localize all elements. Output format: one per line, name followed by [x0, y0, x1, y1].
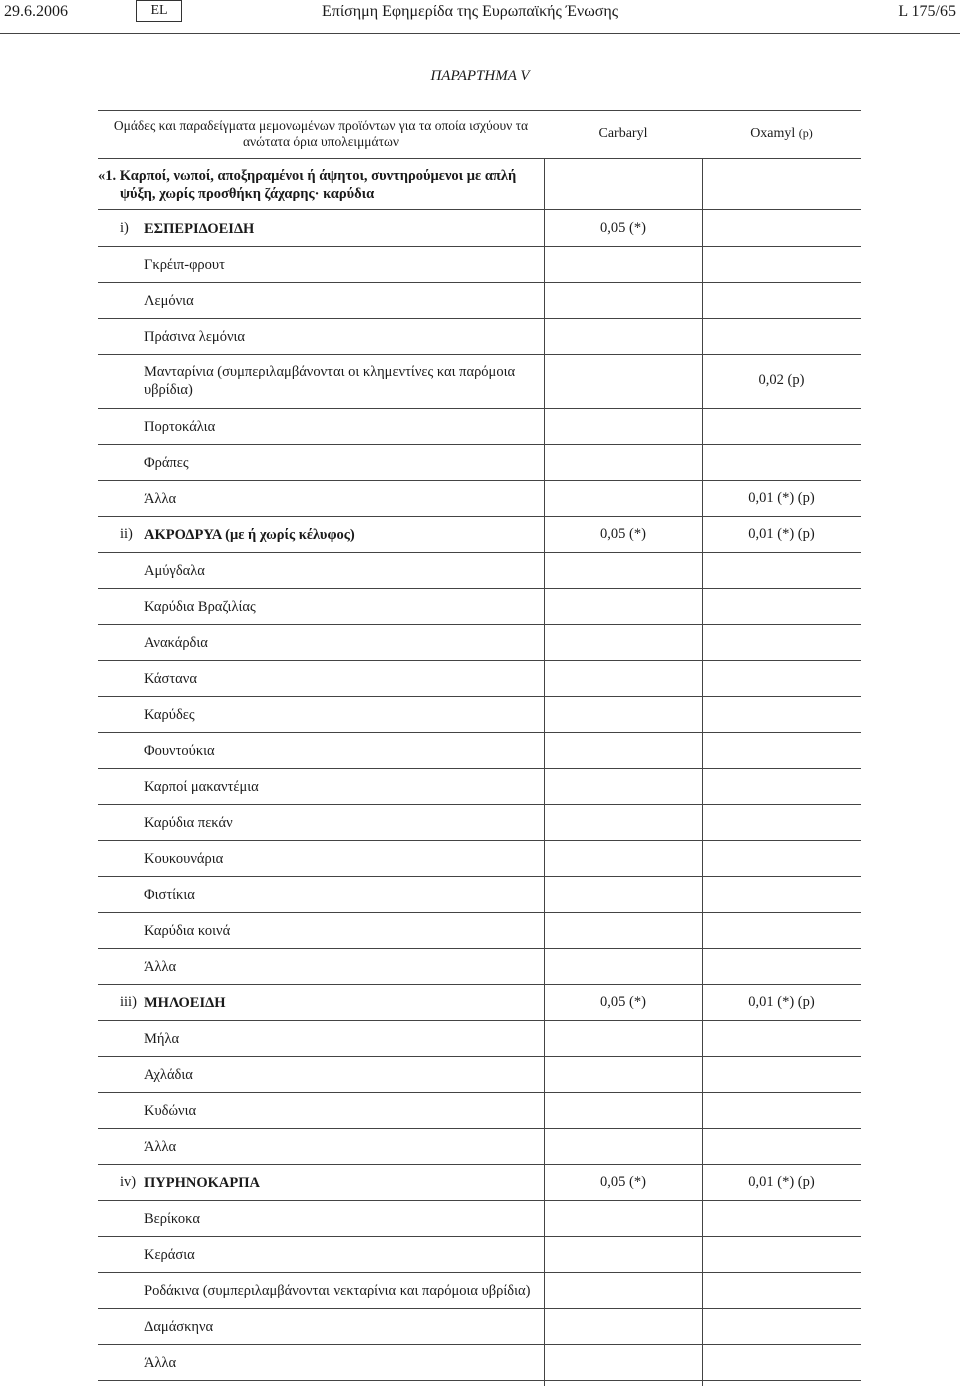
row-product-label [144, 922, 539, 940]
table-row [98, 876, 861, 912]
journal-title: Επίσημη Εφημερίδα της Ευρωπαϊκής Ένωσης [322, 3, 619, 20]
row-product-label [144, 562, 539, 580]
row-product-label [144, 598, 539, 616]
group-heading-line1: «1. Καρποί, νωποί, αποξηραμένοι ή άψητοι, συντηρούμενοι με απλή [98, 168, 517, 184]
row-product-label [144, 1210, 539, 1228]
table-row [98, 1164, 861, 1200]
row-label-text: Φουντούκια [144, 743, 215, 759]
row-label-text: Φιστίκια [144, 887, 195, 903]
row-label-text: Κυδώνια [144, 1103, 197, 1119]
table-row [98, 282, 861, 318]
row-label-text: Άλλα [144, 1139, 177, 1155]
header-rule [0, 33, 960, 34]
row-label-text: ΠΥΡΗΝΟΚΑΡΠΑ [144, 1175, 260, 1191]
oxamyl-value: 0,01 (*) (p) [748, 994, 815, 1010]
table-row [98, 552, 861, 588]
row-product-label [144, 490, 539, 508]
table-row [98, 1272, 861, 1308]
row-product-label [144, 454, 539, 472]
row-label-text: Φράπες [144, 455, 189, 471]
row-label-text: Πράσινα λεμόνια [144, 329, 245, 345]
table-row [98, 444, 861, 480]
row-product-label [144, 256, 539, 274]
row-label-text: ΜΗΛΟΕΙΔΗ [144, 995, 226, 1011]
carbaryl-value: 0,05 (*) [600, 220, 646, 236]
row-product-label [144, 1066, 539, 1084]
row-product-label [144, 778, 539, 796]
row-label-text: Κουκουνάρια [144, 851, 224, 867]
row-label-text: Αχλάδια [144, 1067, 193, 1083]
row-product-label [144, 1318, 539, 1336]
table-row [98, 318, 861, 354]
row-label-text: Ροδάκινα (συμπεριλαμβάνονται νεκταρίνια και παρόμοια υβρίδια) [144, 1283, 531, 1299]
row-product-label [144, 850, 539, 868]
table-row [98, 912, 861, 948]
row-label-text: Πορτοκάλια [144, 419, 216, 435]
carbaryl-value: 0,05 (*) [600, 1174, 646, 1190]
row-label-text: Καρύδια Βραζιλίας [144, 599, 256, 615]
row-label-text: Αμύγδαλα [144, 563, 205, 579]
row-product-label [144, 1102, 539, 1120]
column-header-oxamyl-note: (p) [798, 126, 813, 140]
column-header-carbaryl: Carbaryl [598, 126, 648, 141]
row-product-label [144, 363, 539, 399]
row-label-text: Καρποί μακαντέμια [144, 779, 259, 795]
table-row [98, 732, 861, 768]
row-label-text: Κεράσια [144, 1247, 195, 1263]
column-header-products [98, 118, 544, 150]
carbaryl-value: 0,05 (*) [600, 526, 646, 542]
row-label-text-cont: υβρίδια) [144, 382, 193, 398]
oxamyl-value: 0,01 (*) (p) [748, 1174, 815, 1190]
row-product-label [144, 634, 539, 652]
table-row [98, 696, 861, 732]
row-label-text: Ανακάρδια [144, 635, 208, 651]
column-header-oxamyl [702, 126, 861, 142]
table-row [98, 660, 861, 696]
table-row [98, 354, 861, 408]
row-label-text: Άλλα [144, 959, 177, 975]
row-group-label [144, 994, 539, 1012]
row-product-label [144, 814, 539, 832]
row-label-text: ΑΚΡΟΔΡΥΑ (με ή χωρίς κέλυφος) [144, 527, 355, 543]
table-row [98, 1128, 861, 1164]
table-row [98, 1092, 861, 1128]
row-product-label [144, 886, 539, 904]
table-top-rule [98, 110, 861, 111]
row-label-text: Δαμάσκηνα [144, 1319, 214, 1335]
row-rule [98, 1380, 861, 1381]
row-product-label [144, 706, 539, 724]
row-number: i) [120, 220, 129, 236]
row-number: iv) [120, 1174, 137, 1190]
row-number: ii) [120, 526, 133, 542]
row-label-text: Μήλα [144, 1031, 180, 1047]
row-group-label [144, 526, 539, 544]
row-label-text: Άλλα [144, 491, 177, 507]
table-row [98, 1236, 861, 1272]
table-row [98, 768, 861, 804]
column-header-oxamyl-label: Oxamyl [750, 126, 796, 141]
table-row [98, 624, 861, 660]
row-label-text: Καρύδες [144, 707, 195, 723]
header-date: 29.6.2006 [4, 3, 68, 20]
row-product-label [144, 292, 539, 310]
row-product-label [144, 418, 539, 436]
row-product-label [144, 1030, 539, 1048]
row-group-label [144, 220, 539, 238]
oxamyl-value: 0,02 (p) [758, 372, 805, 388]
oxamyl-value: 0,01 (*) (p) [748, 490, 815, 506]
row-label-text: ΕΣΠΕΡΙΔΟΕΙΔΗ [144, 221, 255, 237]
annex-title: ΠΑΡΑΡΤΗΜΑ V [430, 68, 530, 84]
row-label-text: Άλλα [144, 1355, 177, 1371]
group-heading-line2: ψύξη, χωρίς προσθήκη ζάχαρης· καρύδια [120, 186, 375, 202]
row-label-text: Βερίκοκα [144, 1211, 200, 1227]
table-row [98, 1020, 861, 1056]
row-product-label [144, 1138, 539, 1156]
row-number: iii) [120, 994, 137, 1010]
page-header [0, 0, 960, 30]
column-header-products-line2: ανώτατα όρια υπολειμμάτων [242, 134, 400, 149]
table-row [98, 1344, 861, 1380]
language-badge: EL [136, 0, 182, 22]
table-row [98, 246, 861, 282]
table-row [98, 804, 861, 840]
table-row [98, 408, 861, 444]
table-row [98, 588, 861, 624]
row-label-text: Γκρέιπ-φρουτ [144, 257, 225, 273]
row-product-label [144, 958, 539, 976]
page-number: L 175/65 [898, 3, 956, 20]
header-bottom-rule [98, 158, 861, 159]
table-row [98, 1308, 861, 1344]
column-header-products-line1: Ομάδες και παραδείγματα μεμονωμένων προϊόντων για τα οποία ισχύουν τα [113, 118, 529, 133]
group-heading [98, 167, 516, 203]
table-row [98, 516, 861, 552]
row-product-label [144, 742, 539, 760]
row-product-label [144, 328, 539, 346]
row-label-text: Κάστανα [144, 671, 197, 687]
row-product-label [144, 1354, 539, 1372]
table-row [98, 480, 861, 516]
table-row [98, 1200, 861, 1236]
table-row [98, 840, 861, 876]
table-row [98, 210, 861, 246]
row-label-text: Καρύδια κοινά [144, 923, 231, 939]
row-product-label [144, 1282, 539, 1300]
row-group-label [144, 1174, 539, 1192]
table-row [98, 984, 861, 1020]
row-product-label [144, 1246, 539, 1264]
oxamyl-value: 0,01 (*) (p) [748, 526, 815, 542]
row-label-text: Λεμόνια [144, 293, 194, 309]
table-row [98, 948, 861, 984]
row-label-text: Καρύδια πεκάν [144, 815, 233, 831]
row-label-text: Μανταρίνια (συμπεριλαμβάνονται οι κλημεντίνες και παρόμοια [144, 364, 516, 380]
table-row [98, 1056, 861, 1092]
row-product-label [144, 670, 539, 688]
carbaryl-value: 0,05 (*) [600, 994, 646, 1010]
